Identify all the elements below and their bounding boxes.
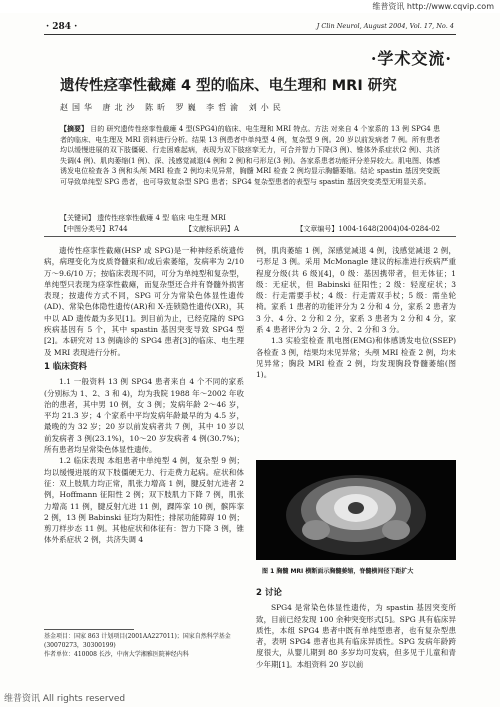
paragraph-1-2-cont: 例，肌肉萎缩 1 例，深感觉减退 4 例，浅感觉减退 2 例，弓形足 3 例。采用 McMonagle 建议的标准进行疾病严重程度分级(共 6 级)[4]，0 级：基因携带者，但无体征；1 级：无症状，但 Babinski 征阳性；2 级：轻度症状；3 级：行走需要手杖；4 级：行走需双手杖；5 级：需坐轮椅。家系 1 患者的功能评分为 2 分和 4 分，家系 2 患者为 3 分、4 分、2 分和 2 分，家系 3 患者为 2 分和 4 分，家系 4 患者评分为 2 分、2 分、2 分和 3 分。 — [256, 246, 456, 335]
abstract-label: 【摘要】 — [60, 124, 89, 133]
figure-caption: 图 1 胸髓 MRI 横断面示胸髓萎缩，脊髓横间径下距扩大 — [262, 568, 414, 575]
classification-line — [60, 224, 440, 234]
footnote-rule — [44, 629, 134, 630]
left-column — [44, 245, 244, 546]
discussion-block — [256, 584, 456, 670]
keywords: 【关键词】 遗传性痉挛性截瘫 4 型 临床 电生理 MRI — [60, 214, 227, 222]
section-label: ·学术交流· — [370, 49, 452, 68]
footnote — [44, 632, 244, 659]
article-number: 【文章编号】1004-1648(2004)04-0284-02 — [296, 225, 440, 233]
abstract — [60, 124, 440, 187]
affiliation-note: 作者单位：410008 长沙，中南大学湘雅医院神经内科 — [44, 651, 189, 658]
paragraph-1-2: 1.2 临床表现 本组患者中单纯型 4 例，复杂型 9 例；均以缓慢进展的双下肢僵硬无力、行走费力起病。症状和体征：双上肢肌力均正常，肌张力增高 1 例，腱反射亢进者 2 例，Hoffmann 征阳性 2 例；双下肢肌力下降 7 例，肌张力增高 11 例，腱反射亢进 11 例，踝阵挛 10 例，髌阵挛 2 例，13 例 Babinski 征均为阳性；排尿功能障碍 10 例；剪刀样步态 11 例。其他症状和体征有：智力下降 3 例，锥体外系症状 2 例，共济失调 4 — [44, 456, 244, 545]
source-link[interactable]: 维普资讯 http://www.cqvip.com — [372, 2, 494, 11]
abstract-rule — [44, 236, 456, 237]
section-heading-2: 2 讨论 — [256, 588, 282, 598]
abstract-text: 目的 研究遗传性痉挛性截瘫 4 型(SPG4)的临床、电生理和 MRI 特点。方法 对来自 4 个家系的 13 例 SPG4 患者的临床、电生理及 MRI 资料进行分析。结果 13 例患者中单纯型 4 例，复杂型 9 例。20 岁以前发病者 7 例。所有患者均以缓慢进展的双下肢僵硬、行走困难起病，表现为双下肢痉挛无力，可合并智力下降(3 例)、锥体外系症状(2 例)、共济失调(4 例)、肌肉萎缩(1 例)、深、浅感觉减退(4 例和 2 例)和弓形足(3 例)。各家系患者功能评分差异较大。肌电图、体感诱发电位检查各 3 例和头颅 MRI 检查 2 例均未见异常，胸髓 MRI 检查 2 例均显示胸髓萎缩。结论 spastin 基因突变既可导致单纯型 SPG 患者，也可导致复杂型 SPG 患者；SPG4 复杂型患者的表型与 spastin 基因突变类型无明显关系。 — [60, 125, 441, 186]
figure-mri-image — [256, 460, 456, 560]
paper-title: 遗传性痉挛性截瘫 4 型的临床、电生理和 MRI 研究 — [60, 78, 397, 94]
section-heading-1: 1 临床资料 — [44, 361, 87, 372]
bottom-watermark: 维普资讯 All rights reserved — [4, 694, 126, 704]
paragraph-1-3: 1.3 实验室检查 肌电图(EMG)和体感诱发电位(SSEP)各检查 3 例，结果均未见异常；头颅 MRI 检查 2 例，均未见异常；胸段 MRI 检查 2 例，均发现胸段脊髓萎缩(图 1)。 — [256, 336, 456, 380]
author-list: 赵国华 唐北沙 陈昕 罗巍 李哲渝 刘小民 — [60, 103, 285, 112]
fund-note: 基金项目：国家 863 计划项目(2001AA227011)；国家自然科学基金(30070273，30300199) — [44, 633, 231, 649]
journal-reference: J Clin Neurol, August 2004, Vol. 17, No. 4 — [316, 22, 454, 30]
document-code: 【文献标识码】A — [184, 225, 240, 233]
paragraph-1-1: 1.1 一般资料 13 例 SPG4 患者来自 4 个不同的家系(分别标为 1、2、3 和 4)，均为我院 1988 年～2002 年收治的患者，其中男 10 例，女 3 例；发病年龄 2～46 岁，平均 21.3 岁；4 个家系中平均发病年龄最早的为 4.5 岁，最晚的为 32 岁；20 岁以前发病者共 7 例，其中 10 岁以前发病者 3 例(23.1%)，10～20 岁发病者 4 例(30.7%)；所有患者均呈常染色体显性遗传。 — [44, 377, 244, 455]
intro-paragraph: 遗传性痉挛性截瘫(HSP 或 SPG)是一种神经系统遗传病，病理变化为皮质脊髓束和/或后索萎缩，发病率为 2/10 万～9.6/10 万；按临床表现不同，可分为单纯型和复杂型，单纯型只表现为痉挛性截瘫，而复杂型还合并有脊髓外损害表现；按遗传方式不同，SPG 可分为常染色体显性遗传(AD)、常染色体隐性遗传(AR)和 X-连锁隐性遗传(XR)，其中以 AD 遗传最为多见[1]。到目前为止，已经克隆的 SPG 疾病基因有 5 个，其中 spastin 基因突变导致 SPG4 型[2]。本研究对 13 例确诊的 SPG4 患者[3]的临床、电生理及 MRI 表现进行分析。 — [44, 246, 244, 357]
mri-scan-graphic — [256, 460, 456, 560]
discussion-paragraph: SPG4 是常染色体显性遗传，为 spastin 基因突变所致，目前已经发现 100 余种突变形式[5]。SPG 具有临床异质性，本组 SPG4 患者中既有单纯型患者，也有复杂型患者，表明 SPG4 患者也具有临床异质性。SPG 发病年龄跨度很大，从婴儿期到 80 多岁均可发病，但多见于儿童和青少年期[1]。本组资料 20 岁以前 — [256, 603, 456, 669]
clc-number: 【中图分类号】R744 — [60, 225, 128, 233]
page-number: · 284 · — [46, 22, 78, 32]
header-rule — [44, 34, 456, 35]
right-column — [256, 245, 456, 381]
